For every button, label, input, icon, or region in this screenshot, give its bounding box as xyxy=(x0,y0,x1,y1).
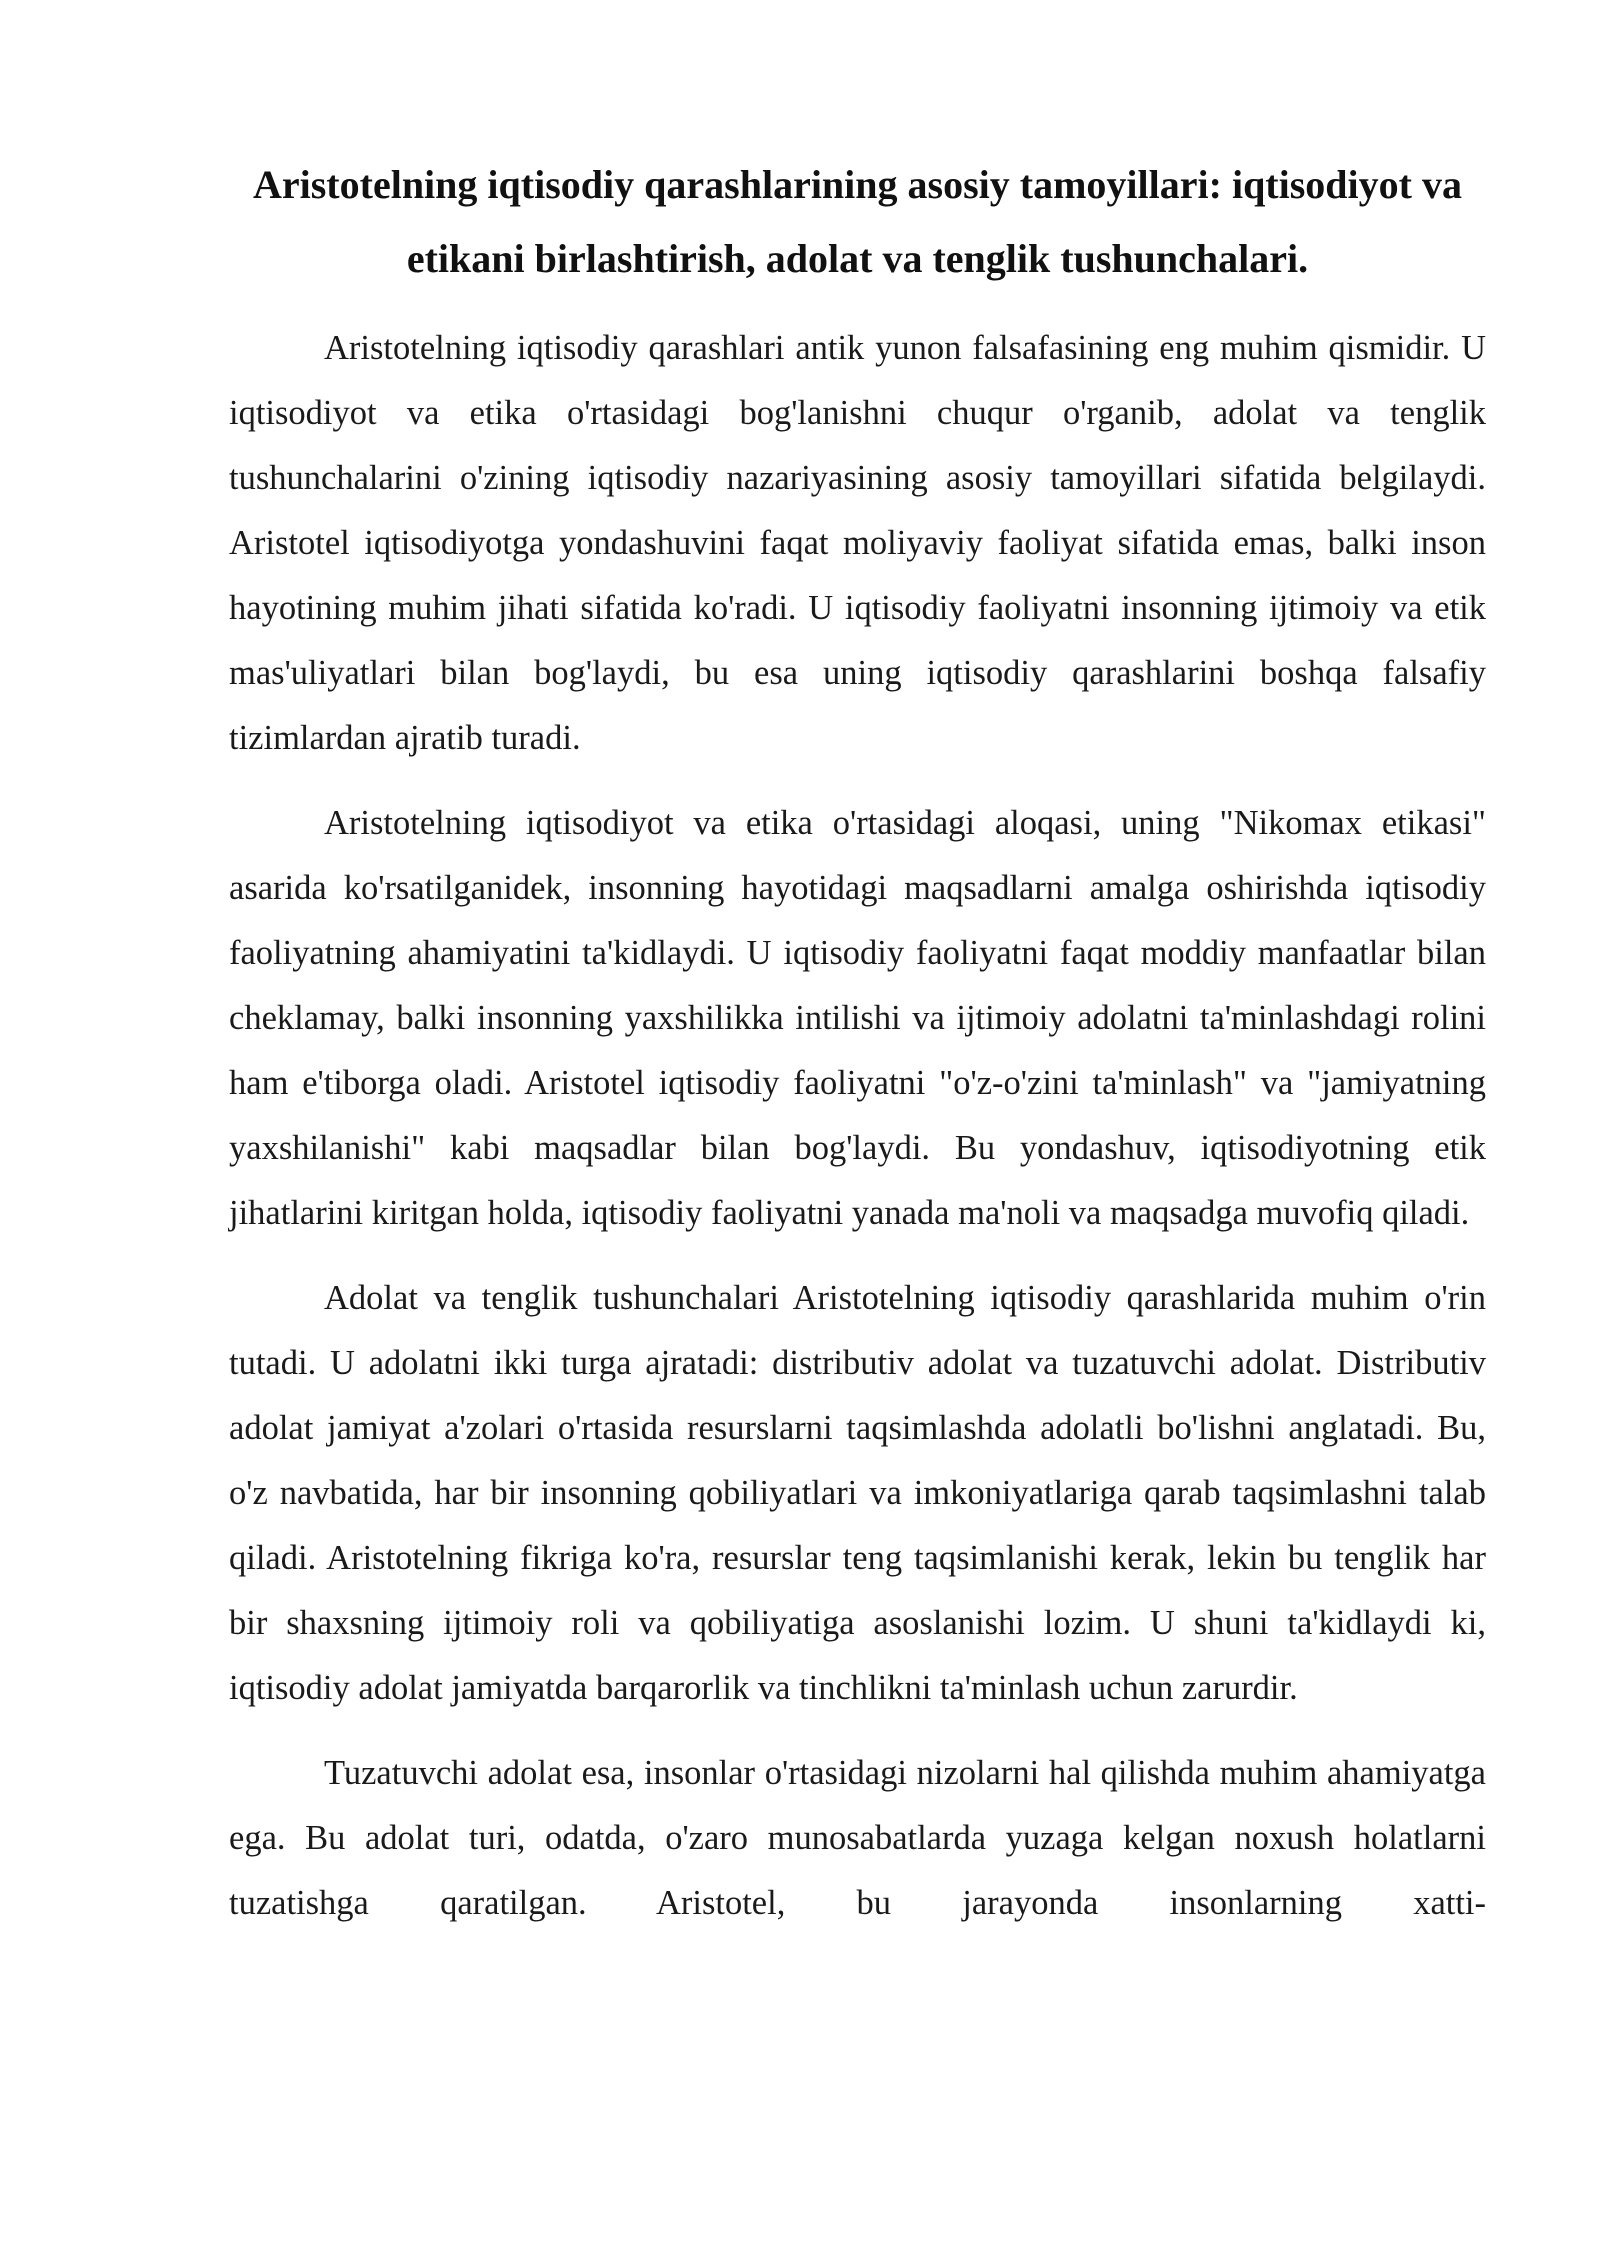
paragraph-3: Adolat va tenglik tushunchalari Aristotelning iqtisodiy qarashlarida muhim o'rin tutadi. U adolatni ikki turga ajratadi: distributiv adolat va tuzatuvchi adolat. Distributiv adolat jamiyat a'zolari o'rtasida resurslarni taqsimlashda adolatli bo'lishni anglatadi. Bu, o'z navbatida, har bir insonning qobiliyatlari va imkoniyatlariga qarab taqsimlashni talab qiladi. Aristotelning fikriga ko'ra, resurslar teng taqsimlanishi kerak, lekin bu tenglik har bir shaxsning ijtimoiy roli va qobiliyatiga asoslanishi lozim. U shuni ta'kidlaydi ki, iqtisodiy adolat jamiyatda barqarorlik va tinchlikni ta'minlash uchun zarurdir. xyxy=(229,1279,1486,1707)
paragraph-1: Aristotelning iqtisodiy qarashlari antik yunon falsafasining eng muhim qismidir. U iqtisodiyot va etika o'rtasidagi bog'lanishni chuqur o'rganib, adolat va tenglik tushunchalarini o'zining iqtisodiy nazariyasining asosiy tamoyillari sifatida belgilaydi. Aristotel iqtisodiyotga yondashuvini faqat moliyaviy faoliyat sifatida emas, balki inson hayotining muhim jihati sifatida ko'radi. U iqtisodiy faoliyatni insonning ijtimoiy va etik mas'uliyatlari bilan bog'laydi, bu esa uning iqtisodiy qarashlarini boshqa falsafiy tizimlardan ajratib turadi. xyxy=(229,329,1486,757)
paragraph-2: Aristotelning iqtisodiyot va etika o'rtasidagi aloqasi, uning "Nikomax etikasi" asarida ko'rsatilganidek, insonning hayotidagi maqsadlarni amalga oshirishda iqtisodiy faoliyatning ahamiyatini ta'kidlaydi. U iqtisodiy faoliyatni faqat moddiy manfaatlar bilan cheklamay, balki insonning yaxshilikka intilishi va ijtimoiy adolatni ta'minlashdagi rolini ham e'tiborga oladi. Aristotel iqtisodiy faoliyatni "o'z-o'zini ta'minlash" va "jamiyatning yaxshilanishi" kabi maqsadlar bilan bog'laydi. Bu yondashuv, iqtisodiyotning etik jihatlarini kiritgan holda, iqtisodiy faoliyatni yanada ma'noli va maqsadga muvofiq qiladi. xyxy=(229,804,1486,1232)
paragraph-4: Tuzatuvchi adolat esa, insonlar o'rtasidagi nizolarni hal qilishda muhim ahamiyatga ega. Bu adolat turi, odatda, o'zaro munosabatlarda yuzaga kelgan noxush holatlarni tuzatishga qaratilgan. Aristotel, bu jarayonda insonlarning xatti- xyxy=(229,1754,1486,1922)
document-body xyxy=(229,148,1486,1956)
document-title: Aristotelning iqtisodiy qarashlarining asosiy tamoyillari: iqtisodiyot va etikani birlashtirish, adolat va tenglik tushunchalari. xyxy=(252,162,1462,281)
